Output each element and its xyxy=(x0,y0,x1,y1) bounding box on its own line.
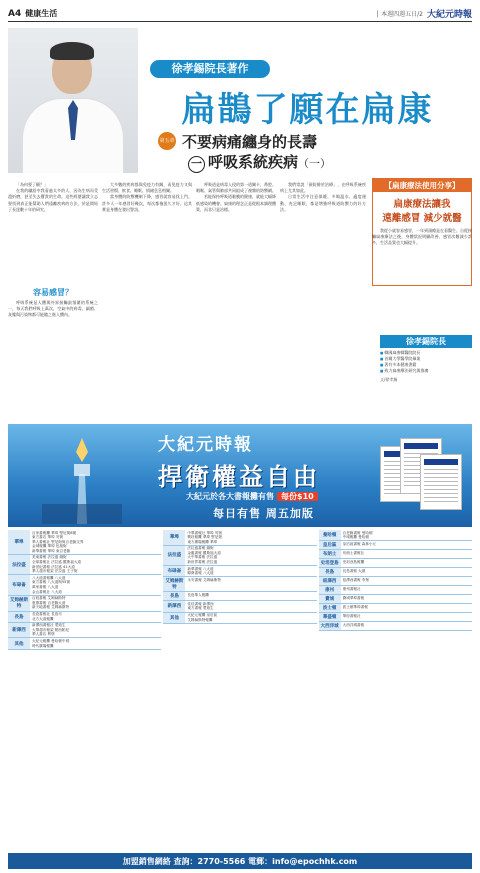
category-entries xyxy=(341,541,472,549)
vendor-entry: 艾姆赫斯特報攤 xyxy=(187,617,213,622)
vendor-entry: 大紀元報攤 皇后區 xyxy=(187,613,218,618)
category-label: 波士頓 xyxy=(319,604,341,612)
listing-category xyxy=(163,546,316,566)
category-label: 新澤西 xyxy=(8,623,30,638)
vendor-entry: 中華書報社 華埠 勿街 xyxy=(187,530,222,535)
listing-category xyxy=(8,612,161,623)
category-label: 史坦登島 xyxy=(320,561,339,567)
banner-daily: 每日有售 周五加版 xyxy=(213,507,314,520)
testimonial-text: 我從小就容易感冒，一年到頭總是在看醫生。自從接觸扁康療法之後，身體狀況明顯改善，感冒次數減少許多，生活品質也大幅提升。 xyxy=(372,228,472,246)
vendor-entry: 東方廣場報攤 華埠 xyxy=(187,539,218,544)
article-title: 扁鵲了願在扁康 xyxy=(181,90,434,130)
category-entries xyxy=(30,575,161,594)
article-subtitle: 不要病痛纏身的長壽 xyxy=(182,133,318,151)
listing-category xyxy=(319,530,472,541)
vendor-entry: 華府書報社 xyxy=(342,613,361,618)
vendor-entry: 皇后區書報 森林小丘 xyxy=(342,541,377,546)
listing-column xyxy=(319,530,472,851)
category-label: 其他 xyxy=(163,613,185,623)
subtitle-number: 一 xyxy=(188,156,205,173)
liberty-torch-icon xyxy=(22,434,142,524)
listing-category xyxy=(8,596,161,612)
category-entries xyxy=(341,622,472,630)
category-entries xyxy=(341,595,472,603)
banner-slogan: 捍衛權益自由 xyxy=(158,463,320,491)
vendor-entry: 美東書報 法拉盛 緬街 xyxy=(32,555,67,560)
article-column-2: 大多數的疾病都與免疫力有關，而免疫力又與生活習慣、飲食、睡眠、情緒息息相關。 當身體的防禦機制下降，感冒就容易找上門。許多人一年感冒好幾次，每次都拖很久才好，這其實是身體在發出警訊。 xyxy=(102,182,192,212)
category-entries xyxy=(341,586,472,594)
category-entries xyxy=(185,566,316,576)
vendor-listings xyxy=(8,530,472,851)
category-label: 長島 xyxy=(163,592,185,600)
chapter-badge: 第五章 xyxy=(158,132,176,150)
vendor-entry: 東方書報 八大道與55街 xyxy=(32,580,71,585)
category-label: 長島 xyxy=(8,612,30,622)
vendor-entry: 大華超市報架 帕西帕尼 xyxy=(32,627,70,632)
author-bio-title: 徐孝錫院長 xyxy=(380,335,472,348)
category-label: 新澤西 xyxy=(163,601,185,611)
listing-category xyxy=(319,541,472,550)
banner-paper-name: 大紀元時報 xyxy=(158,435,253,455)
vendor-entry: 紐澤西書報 李堡 xyxy=(342,577,369,582)
category-label: 康州 xyxy=(319,586,341,594)
article-column-4: 我們常說「預防勝於治療」，在呼吸系統疾病上尤其如此。 日常生活中注意保暖、多喝溫水、適度運動、充足睡眠，都是增強呼吸道防禦力的好方法。 xyxy=(280,182,366,212)
author-photo xyxy=(8,28,138,173)
category-label: 布碌崙 xyxy=(163,566,185,576)
listing-category xyxy=(8,530,161,555)
vendor-entry: 新澤西書報社 愛迪生 xyxy=(32,623,66,628)
vendor-entry: 新天地書報 艾姆赫斯特 xyxy=(32,605,70,610)
listing-category xyxy=(319,568,472,577)
listing-category xyxy=(319,604,472,613)
category-label: 華盛頓 xyxy=(319,613,341,621)
category-entries xyxy=(185,601,316,611)
vendor-entry: 百姓書報 艾姆赫斯特 xyxy=(32,596,66,601)
vendor-entry: 永安書報 艾姆赫斯特 xyxy=(187,577,221,582)
vendor-entry: 長島書報社 長島市 xyxy=(32,612,62,616)
vendor-entry: 百家書報攤 華埠 堅尼街8號 xyxy=(32,530,77,535)
banner-offer: 大紀元於各大書報攤有售 每份$10 xyxy=(186,491,318,502)
vendor-entry: 布朗士書報社 xyxy=(342,550,365,555)
listing-category xyxy=(163,530,316,546)
listing-category xyxy=(319,622,472,631)
category-entries xyxy=(341,604,472,612)
category-entries xyxy=(341,550,472,558)
vendor-entry: 百老匯書報 曼哈頓 xyxy=(342,530,373,535)
bio-item: ■ 首爾大學醫學院畢業 xyxy=(380,356,472,362)
vendor-entry: 金龍書報 羅斯福大道 xyxy=(187,550,221,555)
listing-category xyxy=(163,566,316,577)
vendor-entry: 新華書報 華埠 東百老匯 xyxy=(32,548,71,553)
category-entries xyxy=(30,555,161,574)
category-label: 其他 xyxy=(8,638,30,648)
category-entries xyxy=(341,613,472,621)
bio-item: ■ 致力扁康療法研究與推廣 xyxy=(380,368,472,374)
vendor-entry: 全球書報社 法拉盛 羅斯福大道 xyxy=(32,560,82,565)
section-name: 健康生活 xyxy=(25,9,58,18)
page-number: A4 xyxy=(8,8,22,19)
promo-banner xyxy=(8,424,472,527)
listing-category xyxy=(163,613,316,624)
vendor-entry: 佳佳書報 新澤西 xyxy=(187,601,214,606)
vendor-entry: 八大道書報攤 八大道 xyxy=(32,575,66,580)
category-entries xyxy=(341,568,472,576)
category-label: 艾姆赫斯特 xyxy=(165,579,184,591)
testimonial-title-1: 扁康療法讓我 xyxy=(393,199,451,210)
listing-category xyxy=(163,577,316,592)
article-column-3: 呼吸道是病毒入侵的第一道關卡，鼻腔、咽喉、氣管與肺部共同組成了複雜的防禦網。 若能保持呼吸道黏膜的健康，就能大幅降低感染的機會。扁康的理念正是從根本調理體質，而非只是治標。 xyxy=(196,182,276,212)
category-label: 長島 xyxy=(319,568,341,576)
listing-category xyxy=(163,592,316,601)
vendor-entry: 長島書報 大頸 xyxy=(342,568,366,573)
listing-category xyxy=(319,613,472,622)
vendor-entry: 金山書報社 八大道 xyxy=(32,589,62,594)
category-entries xyxy=(341,559,472,567)
listing-category xyxy=(319,586,472,595)
vendor-entry: 康州書報社 xyxy=(342,586,361,591)
listing-category xyxy=(8,555,161,575)
category-entries xyxy=(185,577,316,591)
listing-category xyxy=(319,595,472,604)
page-header xyxy=(8,6,472,22)
author-bio xyxy=(380,335,472,383)
vendor-entry: 東方書店 華埠 勿街 xyxy=(32,535,64,540)
vendor-entry: 新世紀書報 法拉盛 41大道 xyxy=(32,564,75,569)
listing-category xyxy=(8,638,161,649)
bio-item: ■ 韓國扁康韓醫院院長 xyxy=(380,350,472,356)
vendor-entry: 大紀元報攤 曼哈頓中城 xyxy=(32,638,70,643)
vendor-entry: 順發書報 八大道 xyxy=(187,571,214,576)
listing-category xyxy=(319,559,472,568)
category-label: 法拉盛 xyxy=(163,546,185,565)
category-label: 大西洋城 xyxy=(320,624,339,630)
category-label: 布朗士 xyxy=(319,550,341,558)
category-entries xyxy=(30,596,161,611)
category-entries xyxy=(341,530,472,540)
category-entries xyxy=(341,577,472,585)
category-entries xyxy=(30,623,161,638)
masthead-logo: 大紀元時報 xyxy=(426,10,472,20)
category-label: 費城 xyxy=(319,595,341,603)
listing-category xyxy=(319,577,472,586)
listing-category xyxy=(319,550,472,559)
listing-category xyxy=(163,601,316,612)
vendor-entry: 華人書店 利堡 xyxy=(32,632,55,637)
category-label: 曼哈頓 xyxy=(319,530,341,540)
category-label: 布碌崙 xyxy=(8,575,30,594)
testimonial-header: 【扁康療法使用分享】 xyxy=(373,179,471,192)
category-entries xyxy=(185,546,316,565)
category-label: 華埠 xyxy=(163,530,185,545)
vendor-entry: 華人書報社 堅尼街與百老匯交界 xyxy=(32,539,84,544)
vendor-entry: 金城報攤 華埠 包厘街 xyxy=(32,544,67,549)
category-entries xyxy=(30,530,161,554)
listing-column xyxy=(8,530,161,851)
vendor-entry: 惠康書報 百老匯大道 xyxy=(32,600,66,605)
author-byline: 文/徐孝錫 xyxy=(380,377,398,382)
category-label: 華埠 xyxy=(8,530,30,554)
vendor-entry: 新世界書報 法拉盛 xyxy=(187,560,218,565)
vendor-entry: 大中華書報 法拉盛 xyxy=(187,555,218,560)
series-badge: 徐孝錫院長著作 xyxy=(150,60,270,78)
page-footer: 加盟銷售網絡 查詢：2770-5566 電郵：info@epochhk.com xyxy=(8,853,472,869)
vendor-entry: 中城報攤 曼哈頓 xyxy=(342,535,369,540)
vendor-entry: 波士頓華埠書報 xyxy=(342,604,368,609)
category-entries xyxy=(185,613,316,623)
vendor-entry: 北方大道報攤 xyxy=(32,616,54,621)
category-label: 皇后區 xyxy=(319,541,341,549)
category-entries xyxy=(185,592,316,600)
category-label: 法拉盛 xyxy=(8,555,30,574)
article-subtitle-2: 一 呼吸系統疾病（一） xyxy=(188,151,331,173)
vendor-entry: 費城華埠書報 xyxy=(342,595,365,600)
price-badge: 每份$10 xyxy=(277,492,318,501)
author-bio-list xyxy=(380,350,472,374)
testimonial-title-2: 遠離感冒 減少就醫 xyxy=(382,213,462,224)
vendor-entry: 法拉盛書報 緬街 xyxy=(187,546,214,551)
vendor-entry: 華人超市報架 法拉盛 王子街 xyxy=(32,569,78,574)
listing-category xyxy=(8,575,161,595)
vendor-entry: 東方書報 愛迪生 xyxy=(187,606,214,611)
category-entries xyxy=(30,638,161,648)
category-label: 紐澤西 xyxy=(319,577,341,585)
vendor-entry: 長島華人報攤 xyxy=(187,592,209,597)
newspaper-stack-icon xyxy=(380,432,464,522)
issue-date: │ 本週四週五日/2 xyxy=(375,11,423,18)
vendor-entry: 時代廣場報攤 xyxy=(32,643,54,648)
listing-column xyxy=(163,530,316,851)
article-column-1a: 「為何要了願？」 在我的職涯中我看過太多的人，因為生病而受盡折磨，甚至失去寶貴的生命。這些經歷讓我立志要找到真正能幫助人們遠離疾病的方法，於是開始了長達數十年的研究。 xyxy=(8,182,98,212)
vendor-entry: 史坦登島報攤 xyxy=(342,559,365,564)
vendor-entry: 大西洋城書報 xyxy=(342,622,365,627)
vendor-entry: 萬家書報 八大道 xyxy=(32,585,59,590)
article-column-1b: 呼吸系統是人體與外界接觸最頻繁的系統之一，每天我們呼吸上萬次，空氣中的病毒、細菌、灰塵與污染物都可能隨之進入體內。 xyxy=(8,300,98,318)
bio-item: ■ 著有多本健康書籍 xyxy=(380,362,472,368)
vendor-entry: 興旺報攤 華埠 堅尼街 xyxy=(187,535,222,540)
vendor-entry: 新華書報 八大道 xyxy=(187,566,214,571)
listing-category xyxy=(8,623,161,639)
section-heading: 容易感冒？ xyxy=(33,288,73,297)
category-label: 艾姆赫斯特 xyxy=(8,596,30,611)
category-entries xyxy=(30,612,161,622)
category-entries xyxy=(185,530,316,545)
